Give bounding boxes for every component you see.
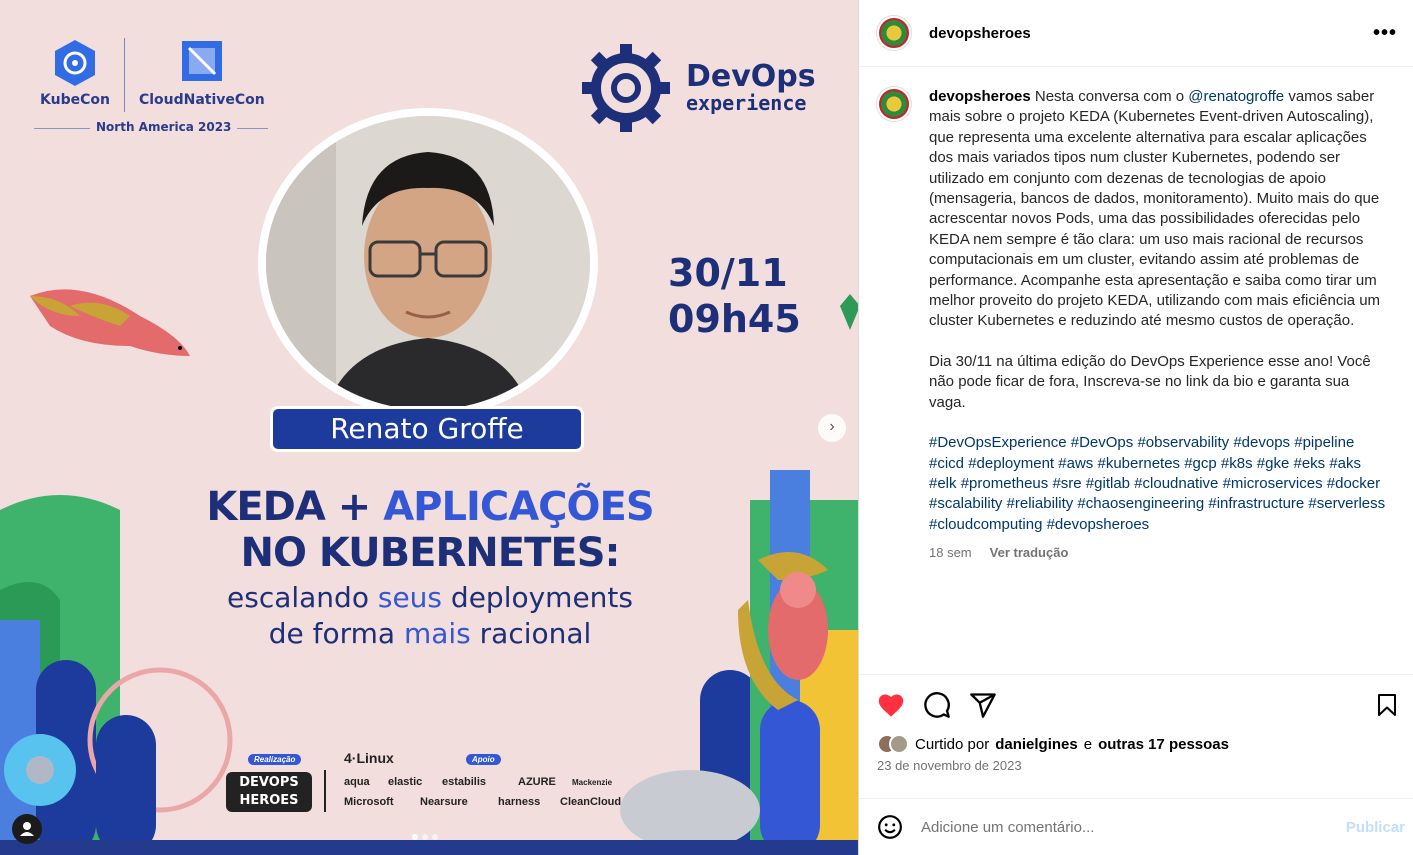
sponsors-strip xyxy=(222,750,642,820)
speaker-name-banner: Renato Groffe xyxy=(270,406,584,452)
hashtag-link[interactable]: #cloudcomputing xyxy=(929,515,1043,533)
hashtag-link[interactable]: #kubernetes xyxy=(1097,454,1181,472)
hashtag-link[interactable]: #cicd xyxy=(929,454,965,472)
devops-subtitle: experience xyxy=(686,91,807,115)
user-icon xyxy=(12,814,42,844)
green-gem-icon xyxy=(838,292,858,332)
cncf-icon xyxy=(179,38,225,88)
post-sidebar xyxy=(858,0,1413,855)
share-icon[interactable] xyxy=(969,691,997,719)
event-date: 30/11 xyxy=(668,251,788,295)
kubecon-logo xyxy=(40,38,265,112)
caption-meta xyxy=(929,543,1389,563)
author-username[interactable]: devopsheroes xyxy=(929,24,1031,42)
hashtag-link[interactable]: #gitlab xyxy=(1085,474,1130,492)
hashtag-link[interactable]: #scalability xyxy=(929,495,1003,513)
kubecon-event xyxy=(90,120,237,134)
caption-author[interactable]: devopsheroes xyxy=(929,88,1031,105)
sponsor-divider xyxy=(324,770,326,812)
publish-button[interactable]: Publicar xyxy=(1345,818,1405,836)
save-bookmark-icon[interactable] xyxy=(1375,691,1399,719)
hashtag-link[interactable]: #cloudnative xyxy=(1134,474,1219,492)
liker-avatar xyxy=(889,734,909,754)
title-line4-hl: mais xyxy=(403,617,471,650)
carousel-dot xyxy=(422,834,428,840)
sponsor-microsoft: Microsoft xyxy=(344,796,394,808)
translate-link[interactable]: Ver tradução xyxy=(989,545,1069,561)
title-line4-b: racional xyxy=(470,617,592,650)
devops-experience-logo xyxy=(578,40,816,136)
caption-paragraph-2: Dia 30/11 na última edição do DevOps Experience esse ano! Você não pode ficar de fora, Inscreva-se no link da bio e garanta sua vaga. xyxy=(929,352,1371,411)
hashtag-link[interactable]: #prometheus xyxy=(960,474,1049,492)
like-heart-icon[interactable] xyxy=(877,692,905,718)
liker-avatars[interactable] xyxy=(877,734,909,754)
hashtag-link[interactable]: #gke xyxy=(1256,454,1290,472)
action-bar xyxy=(859,674,1413,734)
hashtag-link[interactable]: #devops xyxy=(1233,434,1291,452)
pangolin-mascot xyxy=(20,276,196,382)
cloudnativecon-label: CloudNativeCon xyxy=(138,92,265,108)
next-image-button[interactable]: › xyxy=(818,414,846,442)
realizacao-tag: Realização xyxy=(248,754,301,765)
likes-middle: e xyxy=(1083,735,1093,753)
comment-input[interactable]: Adicione um comentário... xyxy=(921,818,1095,836)
sponsor-estabilis: estabilis xyxy=(442,776,487,788)
title-line3-a: escalando xyxy=(227,581,378,614)
hashtag-link[interactable]: #infrastructure xyxy=(1208,495,1305,513)
hashtag-link[interactable]: #gcp xyxy=(1184,454,1217,472)
talk-title xyxy=(150,484,710,652)
likes-others[interactable]: outras 17 pessoas xyxy=(1098,735,1229,753)
event-time: 09h45 xyxy=(668,297,801,341)
hashtag-link[interactable]: #serverless xyxy=(1308,495,1386,513)
kubecon-event-label: North America 2023 xyxy=(90,120,237,134)
post-age[interactable]: 18 sem xyxy=(929,545,972,561)
sponsor-harness: harness xyxy=(498,796,541,808)
speaker-photo xyxy=(258,108,598,418)
carousel-dots xyxy=(412,834,438,840)
sponsor-aqua: aqua xyxy=(344,776,370,788)
title-line4-a: de forma xyxy=(268,617,404,650)
kubernetes-icon xyxy=(52,38,98,88)
caption-author-avatar[interactable] xyxy=(877,87,911,121)
hashtag-link[interactable]: #sre xyxy=(1052,474,1082,492)
gear-logo-icon xyxy=(578,40,674,136)
hashtag-link[interactable]: #DevOpsExperience xyxy=(929,434,1067,452)
caption-mention[interactable]: @renatogroffe xyxy=(1188,88,1285,105)
sponsor-azure: AZURE xyxy=(518,776,556,788)
likes-user[interactable]: danielgines xyxy=(995,735,1078,753)
hashtag-link[interactable]: #deployment xyxy=(968,454,1055,472)
sponsor-mackenzie: Mackenzie xyxy=(572,778,613,787)
author-avatar[interactable] xyxy=(877,16,911,50)
hashtag-link[interactable]: #reliability xyxy=(1006,495,1074,513)
hashtag-link[interactable]: #eks xyxy=(1293,454,1326,472)
post-date[interactable]: 23 de novembro de 2023 xyxy=(877,758,1022,773)
sponsor-elastic: elastic xyxy=(388,776,423,788)
hashtag-link[interactable]: #aks xyxy=(1329,454,1362,472)
event-datetime xyxy=(668,250,801,342)
caption-body: vamos saber mais sobre o projeto KEDA (Kubernetes Event-driven Autoscaling), que representa uma excelente alternativa para escalar aplicações dos mais variados tipos num cluster Kubernetes, podendo ser utilizado em conjunto com dezenas de tecnologias de apoio (mensageria, bancos de dados, monitoramento). Muito mais do que acrescentar novos Pods, uma das possibilidades oferecidas pelo KEDA nem sempre é tão clara: um uso mais racional de recursos computacionais em um cluster, evitando assim até problemas de performance. Acompanhe esta apresentação e saiba como tirar um melhor proveito do projeto KEDA, utilizando com mais eficiência um cluster Kubernetes e reduzindo até mesmo custos de operação. xyxy=(929,88,1381,330)
caption-area xyxy=(859,67,1413,674)
hashtag-link[interactable]: #devopsheroes xyxy=(1046,515,1150,533)
pangolin-climbing-mascot xyxy=(738,540,848,710)
hashtag-link[interactable]: #elk xyxy=(929,474,957,492)
apoio-tag: Apoio xyxy=(466,754,501,765)
hashtag-link[interactable]: #DevOps xyxy=(1070,434,1134,452)
devops-title: DevOps xyxy=(686,59,816,94)
emoji-icon[interactable] xyxy=(877,814,903,840)
hashtag-link[interactable]: #microservices xyxy=(1222,474,1323,492)
carousel-dot xyxy=(412,834,418,840)
carousel-dot xyxy=(432,834,438,840)
hashtag-link[interactable]: #chaosengineering xyxy=(1077,495,1205,513)
likes-summary xyxy=(859,734,1413,754)
caption-hashtags xyxy=(929,433,1389,535)
title-line2: NO KUBERNETES: xyxy=(240,530,620,576)
caption-intro: Nesta conversa com o xyxy=(1030,88,1189,105)
title-line3-b: deployments xyxy=(442,581,633,614)
hashtag-link[interactable]: #pipeline xyxy=(1294,434,1355,452)
title-line3-hl: seus xyxy=(377,581,443,614)
hashtag-link[interactable]: #observability xyxy=(1137,434,1230,452)
comment-icon[interactable] xyxy=(923,691,951,719)
hashtag-link[interactable]: #docker xyxy=(1326,474,1381,492)
sponsor-cleancloud: CleanCloud xyxy=(560,796,622,808)
logo-divider xyxy=(124,38,125,112)
more-options-icon[interactable]: ••• xyxy=(1372,21,1397,44)
post-header xyxy=(859,0,1413,67)
sponsor-nearsure: Nearsure xyxy=(420,796,468,808)
likes-prefix: Curtido por xyxy=(915,735,990,753)
sponsor-4linux: 4·Linux xyxy=(344,750,394,766)
title-highlight: APLICAÇÕES xyxy=(383,484,654,530)
hashtag-link[interactable]: #k8s xyxy=(1220,454,1253,472)
hashtag-link[interactable]: #aws xyxy=(1058,454,1094,472)
title-part1: KEDA + xyxy=(206,484,384,530)
devops-heroes-logo: DEVOPS HEROES xyxy=(226,772,312,812)
tagged-users-button[interactable] xyxy=(12,814,42,844)
caption-text xyxy=(929,87,1389,564)
comment-bar xyxy=(859,798,1413,855)
kubecon-label: KubeCon xyxy=(40,92,110,108)
